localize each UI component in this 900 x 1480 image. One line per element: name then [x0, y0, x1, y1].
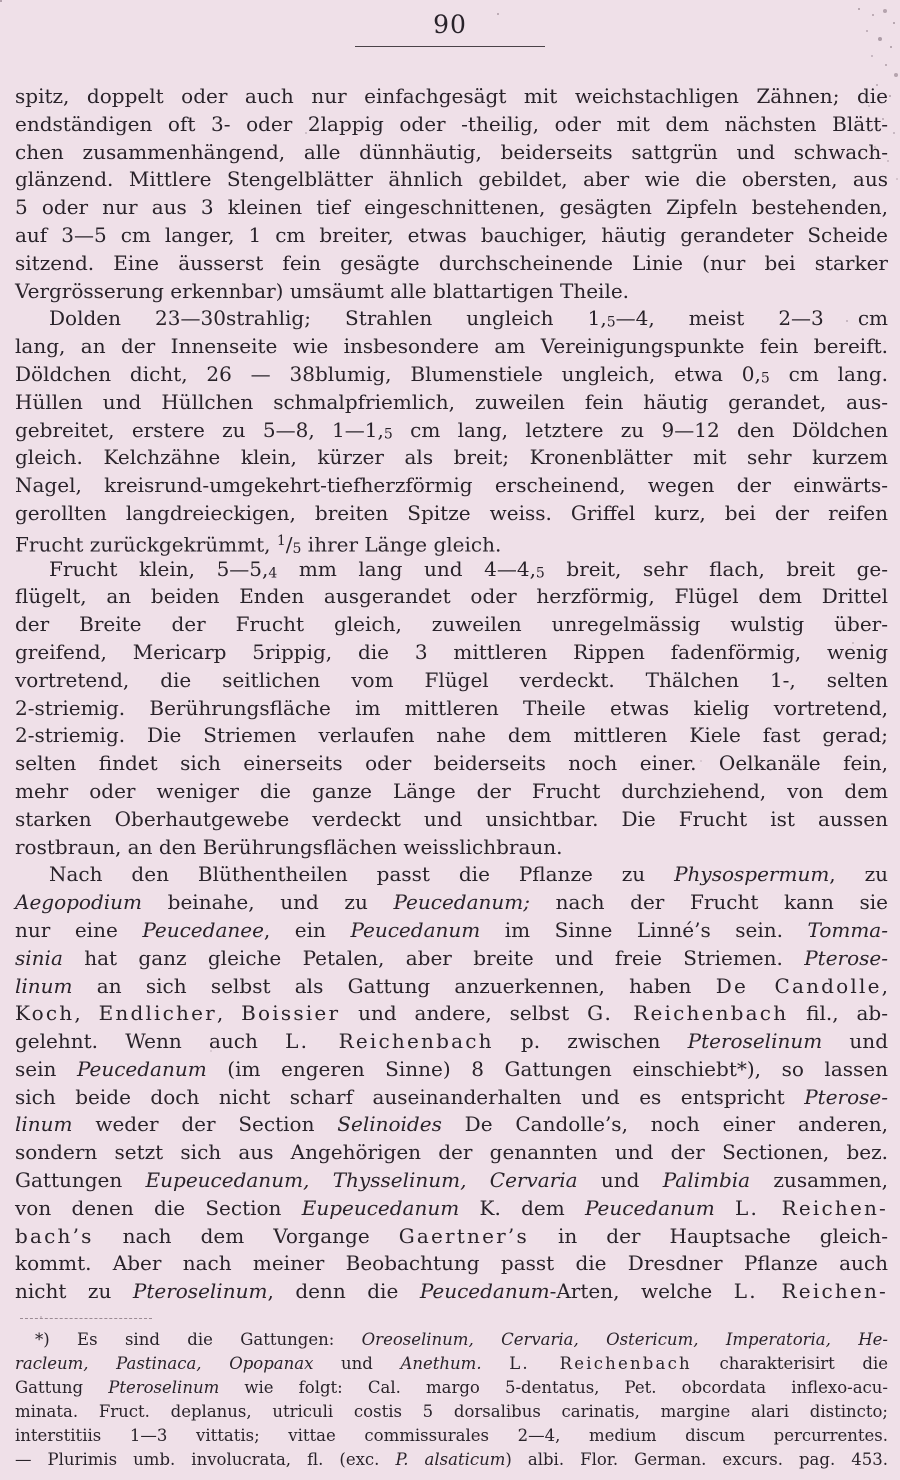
italic-text: Cervaria, — [501, 1330, 579, 1350]
text-line — [15, 1139, 888, 1167]
text-line — [15, 973, 888, 1001]
text-line — [15, 1000, 888, 1028]
text-segment: gebreitet, erstere zu 5—8, 1—1, — [15, 417, 384, 442]
text-line — [15, 917, 888, 945]
italic-text: Peucedanee — [142, 917, 264, 942]
page-number: 90 — [433, 10, 467, 39]
italic-text: Palimbia — [662, 1168, 751, 1193]
italic-text: Pterose- — [804, 1084, 888, 1109]
letterspaced-name: Gaertner’s — [398, 1223, 529, 1248]
text-segment: (im engeren Sinne) 8 Gattungen einschiebt*), so lassen — [206, 1056, 888, 1081]
text-segment: nach der Frucht kann sie — [529, 890, 888, 915]
italic-text: Opopanax — [229, 1354, 314, 1374]
text-segment: hat ganz gleiche Petalen, aber breite und freie Striemen. — [62, 945, 805, 970]
text-line — [15, 945, 888, 973]
italic-text: Peucedanum — [350, 917, 481, 942]
text-segment: 5 oder nur aus 3 kleinen tief eingeschnittenen, gesägten Zipfeln bestehenden, — [15, 195, 888, 220]
letterspaced-name: Koch — [15, 1001, 75, 1026]
italic-text: Imperatoria, — [725, 1330, 831, 1350]
text-segment: *) Es sind die Gattungen: — [35, 1330, 362, 1350]
text-line — [15, 806, 888, 834]
text-segment: mm lang und 4—4, — [277, 556, 536, 581]
text-line — [15, 305, 888, 333]
text-segment: 5 — [383, 426, 393, 443]
text-segment: 2-striemig. Die Striemen verlaufen nahe dem mittleren Kiele fast gerad; — [15, 723, 888, 748]
text-segment: im Sinne Linné’s sein. — [480, 917, 808, 942]
italic-text: Selinoides — [337, 1112, 442, 1137]
text-segment: gleich. Kelchzähne klein, kürzer als breit; Kronenblätter mit sehr kurzem — [15, 445, 888, 470]
text-segment: glänzend. Mittlere Stengelblätter ähnlich gebildet, aber wie die obersten, aus — [15, 167, 888, 192]
text-segment: beinahe, und zu — [142, 890, 394, 915]
text-segment: charakterisirt die — [691, 1354, 888, 1374]
text-segment — [474, 1330, 501, 1349]
paragraph-systematik — [15, 861, 888, 1306]
text-segment: gelehnt. Wenn auch — [15, 1029, 286, 1054]
text-line — [15, 417, 888, 445]
text-segment — [831, 1330, 858, 1349]
text-segment: an sich selbst als Gattung anzuerkennen, haben — [72, 973, 716, 998]
text-line — [15, 750, 888, 778]
text-segment: sein — [15, 1056, 77, 1081]
text-segment: fil., ab- — [788, 1001, 888, 1026]
text-line — [15, 611, 888, 639]
letterspaced-name: bach’s — [15, 1223, 94, 1248]
italic-text: Anethum. — [400, 1354, 482, 1374]
text-segment: nach dem Vorgange — [93, 1223, 399, 1248]
text-segment: — Plurimis umb. involucrata, fl. (exc. — [15, 1450, 396, 1470]
italic-text: He- — [858, 1330, 888, 1350]
italic-text: Peucedanum — [584, 1195, 715, 1220]
italic-text: Pastinaca, — [116, 1354, 202, 1374]
text-segment: weder der Section — [72, 1112, 338, 1137]
text-line — [15, 556, 888, 584]
text-line — [15, 1278, 888, 1306]
text-segment: Frucht zurückgekrümmt, — [15, 532, 277, 557]
body-text — [15, 83, 888, 1306]
paragraph-frucht — [15, 556, 888, 862]
text-line — [15, 1167, 888, 1195]
text-segment: selten findet sich einerseits oder beiderseits noch einer. Oelkanäle fein, — [15, 751, 888, 776]
text-segment: 5 — [535, 565, 545, 582]
text-line — [15, 333, 888, 361]
letterspaced-name: L. Reichen- — [733, 1279, 888, 1304]
text-line — [15, 83, 888, 111]
text-segment: ihrer Länge gleich. — [301, 532, 502, 557]
text-segment: Döldchen dicht, 26 — 38blumig, Blumenstiele ungleich, etwa 0, — [15, 361, 761, 386]
page-header — [0, 0, 900, 47]
text-segment: 5 — [292, 540, 302, 557]
text-segment — [579, 1330, 606, 1349]
letterspaced-name: L. Reichenbach — [509, 1354, 692, 1374]
text-segment: , ein — [263, 917, 351, 942]
letterspaced-name: L. Reichenbach — [285, 1029, 494, 1054]
text-segment — [466, 1168, 489, 1192]
text-line — [15, 194, 888, 222]
text-segment: cm lang. — [769, 361, 888, 386]
text-segment — [309, 1168, 332, 1192]
text-segment: 4 — [268, 565, 278, 582]
italic-text: Tomma- — [807, 917, 888, 942]
italic-text: Pterose- — [804, 945, 888, 970]
text-segment: p. zwischen — [493, 1029, 688, 1054]
text-line — [15, 1028, 888, 1056]
text-line — [15, 1111, 888, 1139]
text-segment: , — [74, 1001, 99, 1026]
text-segment: greifend, Mericarp 5rippig, die 3 mittleren Rippen fadenförmig, wenig — [15, 639, 888, 664]
text-segment: De Candolle’s, noch einer anderen, — [441, 1112, 888, 1137]
text-segment: Vergrösserung erkennbar) umsäumt alle blattartigen Theile. — [15, 278, 630, 303]
text-segment: -Arten, welche — [549, 1279, 734, 1304]
text-segment: , zu — [829, 862, 888, 887]
italic-text: linum — [15, 1112, 73, 1137]
italic-text: linum — [15, 973, 73, 998]
text-segment: —4, meist 2—3 cm — [615, 306, 888, 331]
text-segment: breit, sehr flach, breit ge- — [544, 556, 888, 581]
text-segment: Nagel, kreisrund-umgekehrt-tiefherzförmig erscheinend, wegen der einwärts- — [15, 473, 888, 498]
italic-text: Oreoselinum, — [361, 1330, 474, 1350]
text-line — [15, 1424, 888, 1448]
text-line — [15, 361, 888, 389]
text-segment: der Breite der Frucht gleich, zuweilen unregelmässig wulstig über- — [15, 612, 888, 637]
text-line — [15, 695, 888, 723]
text-line — [15, 583, 888, 611]
text-segment: interstitiis 1—3 vittatis; vittae commissurales 2—4, medium discum percurrentes. — [15, 1426, 888, 1446]
italic-text: Eupeucedanum, — [145, 1168, 310, 1193]
text-segment — [698, 1330, 725, 1349]
text-segment: zusammen, — [750, 1168, 889, 1193]
text-line — [15, 889, 888, 917]
text-line — [15, 472, 888, 500]
text-line — [15, 166, 888, 194]
text-line — [15, 722, 888, 750]
text-segment: wie folgt: Cal. margo 5-dentatus, Pet. obcordata inflexo-acu- — [219, 1378, 888, 1398]
italic-text: Pteroselinum — [132, 1279, 268, 1304]
text-segment: und — [577, 1168, 663, 1193]
text-segment — [482, 1354, 510, 1373]
text-segment: minata. Fruct. deplanus, utriculi costis 5 dorsalibus carinatis, margine alari distincto; — [15, 1402, 888, 1422]
text-line — [15, 278, 888, 306]
text-line — [15, 389, 888, 417]
text-line — [15, 1223, 888, 1251]
text-segment: sich beide doch nicht scharf auseinanderhalten und es entspricht — [15, 1084, 805, 1109]
italic-text: Ostericum, — [606, 1330, 699, 1350]
text-segment: flügelt, an beiden Enden ausgerandet oder herzförmig, Flügel dem Drittel — [15, 584, 888, 609]
text-segment: und — [822, 1029, 888, 1054]
text-line — [15, 834, 888, 862]
text-line — [15, 111, 888, 139]
text-line — [15, 1448, 888, 1472]
text-segment: 2-striemig. Berührungsfläche im mittleren Theile etwas kielig vortretend, — [15, 695, 888, 720]
letterspaced-name: G. Reichenbach — [587, 1001, 789, 1026]
text-segment — [715, 1196, 735, 1220]
text-segment: 1 — [276, 532, 286, 549]
text-segment — [202, 1354, 230, 1373]
paragraph-dolden — [15, 305, 888, 555]
italic-text: Thysselinum, — [332, 1168, 467, 1193]
text-segment: Frucht klein, 5—5, — [49, 556, 269, 581]
italic-text: Peucedanum; — [393, 890, 530, 915]
text-line — [15, 861, 888, 889]
text-segment — [89, 1354, 117, 1373]
text-segment: , — [216, 1001, 242, 1026]
footnote — [15, 1328, 888, 1472]
text-segment: mehr oder weniger die ganze Länge der Frucht durchziehend, von dem — [15, 778, 888, 803]
text-segment: nicht zu — [15, 1279, 133, 1304]
letterspaced-name: Endlicher — [98, 1001, 217, 1026]
text-segment: Gattung — [15, 1378, 109, 1398]
italic-text: Cervaria — [489, 1168, 578, 1193]
scan-noise-speckles — [0, 0, 2, 2]
text-segment: Dolden 23—30strahlig; Strahlen ungleich 1, — [49, 306, 607, 331]
text-line — [15, 639, 888, 667]
italic-text: Aegopodium — [15, 890, 143, 915]
italic-text: P. alsaticum — [395, 1450, 506, 1470]
header-rule — [355, 46, 545, 47]
text-segment: , — [881, 973, 888, 998]
text-line — [15, 778, 888, 806]
text-segment: / — [285, 532, 293, 557]
footnote-separator-rule — [20, 1318, 152, 1319]
text-line — [15, 500, 888, 528]
text-segment: starken Oberhautgewebe verdeckt und unsichtbar. Die Frucht ist aussen — [15, 806, 888, 831]
text-line — [15, 222, 888, 250]
text-line — [15, 1084, 888, 1112]
text-line — [15, 139, 888, 167]
text-line — [15, 1328, 888, 1352]
italic-text: racleum, — [15, 1354, 89, 1374]
text-segment: cm lang, letztere zu 9—12 den Döldchen — [392, 417, 888, 442]
text-segment: kommt. Aber nach meiner Beobachtung passt die Dresdner Pflanze auch — [15, 1251, 888, 1276]
text-line — [15, 1250, 888, 1278]
italic-text: Peucedanum — [76, 1056, 207, 1081]
italic-text: Pteroselinum — [687, 1029, 823, 1054]
text-segment: von denen die Section — [15, 1195, 302, 1220]
text-segment: rostbraun, an den Berührungsflächen weisslichbraun. — [15, 834, 563, 859]
text-segment: lang, an der Innenseite wie insbesondere am Vereinigungspunkte fein bereift. — [15, 334, 888, 359]
text-line — [15, 1400, 888, 1424]
text-segment: Nach den Blüthentheilen passt die Pflanze zu — [49, 862, 675, 887]
text-segment: auf 3—5 cm langer, 1 cm breiter, etwas bauchiger, häutig gerandeter Scheide — [15, 222, 888, 247]
text-line — [15, 1376, 888, 1400]
text-line — [15, 1056, 888, 1084]
text-segment: und — [313, 1354, 401, 1374]
text-line — [15, 250, 888, 278]
text-segment: K. dem — [459, 1195, 585, 1220]
text-segment: vortretend, die seitlichen vom Flügel verdeckt. Thälchen 1-, selten — [15, 667, 888, 692]
italic-text: Physospermum — [674, 862, 830, 887]
letterspaced-name: L. Reichen- — [735, 1195, 889, 1220]
text-segment: Gattungen — [15, 1168, 146, 1193]
text-segment: gerollten langdreieckigen, breiten Spitze weiss. Griffel kurz, bei der reifen — [15, 500, 888, 525]
text-segment: und andere, selbst — [340, 1001, 588, 1026]
italic-text: Eupeucedanum — [301, 1195, 460, 1220]
text-segment: , denn die — [267, 1279, 420, 1304]
text-segment: nur eine — [15, 917, 143, 942]
text-segment: chen zusammenhängend, alle dünnhäutig, beiderseits sattgrün und schwach- — [15, 139, 888, 164]
italic-text: Peucedanum — [419, 1279, 550, 1304]
italic-text: sinia — [15, 945, 63, 970]
italic-text: Pteroselinum — [108, 1378, 220, 1398]
letterspaced-name: De Candolle — [715, 973, 882, 998]
text-line — [15, 1195, 888, 1223]
text-segment: Hüllen und Hüllchen schmalpfriemlich, zuweilen fein häutig gerandet, aus- — [15, 389, 888, 414]
text-segment: sondern setzt sich aus Angehörigen der genannten und der Sectionen, bez. — [15, 1140, 888, 1165]
text-segment: 5 — [606, 315, 616, 332]
text-line — [15, 528, 888, 556]
text-line — [15, 1352, 888, 1376]
letterspaced-name: Boissier — [241, 1001, 341, 1026]
text-segment: endständigen oft 3- oder 2lappig oder -theilig, oder mit dem nächsten Blätt- — [15, 111, 888, 136]
paragraph-continuation — [15, 83, 888, 305]
text-segment: ) albi. Flor. German. excurs. pag. 453. — [505, 1450, 888, 1470]
text-segment: sitzend. Eine äusserst fein gesägte durchscheinende Linie (nur bei starker — [15, 250, 888, 275]
text-segment: in der Hauptsache gleich- — [528, 1223, 888, 1248]
text-segment: 5 — [760, 370, 770, 387]
text-line — [15, 444, 888, 472]
text-segment: spitz, doppelt oder auch nur einfachgesägt mit weichstachligen Zähnen; die — [15, 84, 888, 108]
text-line — [15, 667, 888, 695]
